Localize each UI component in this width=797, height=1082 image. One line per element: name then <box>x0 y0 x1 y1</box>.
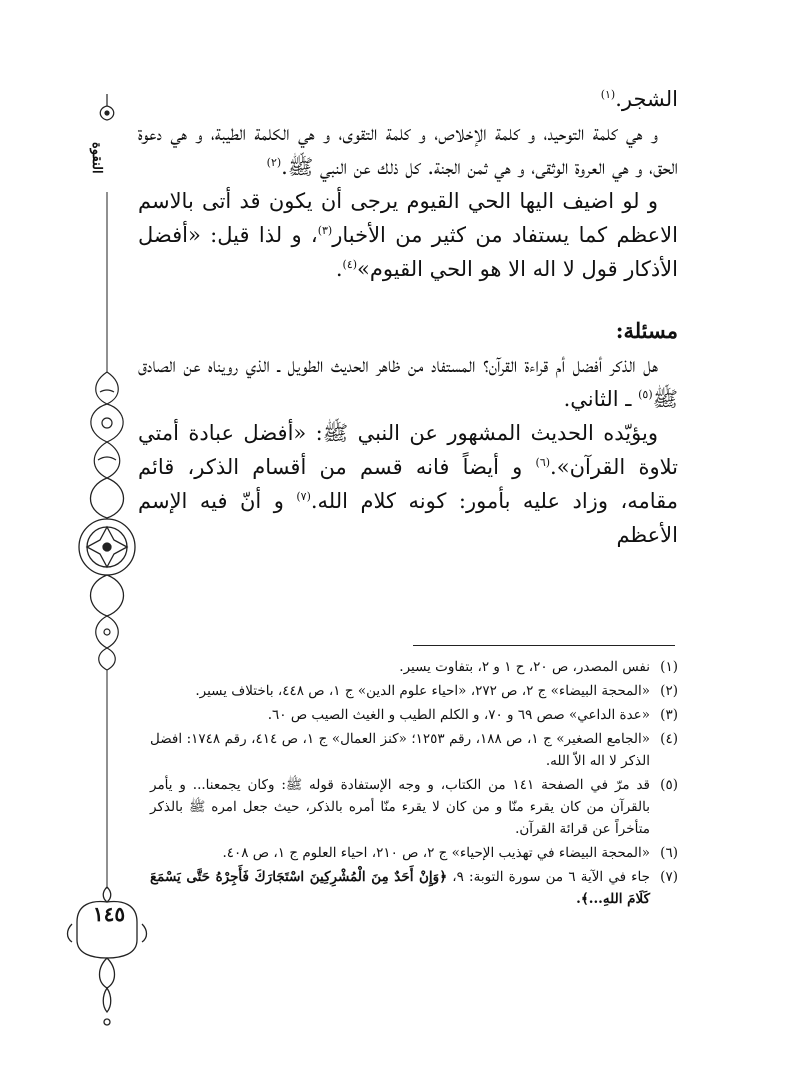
spacer <box>138 286 678 314</box>
section-heading: مسئلة: <box>615 318 678 343</box>
page-number: ١٤٥ <box>92 902 126 926</box>
footnote-ref-7[interactable]: (٧) <box>296 490 311 503</box>
footnote-6: (٦) «المحجة البيضاء في تهذيب الإحياء» ج ٢، ص ٢١٠، احياء العلوم ج ١، ص ٤٠٨. <box>222 845 678 861</box>
footnote-5: (٥) قد مرّ في الصفحة ١٤١ من الكتاب، و وجه الإستفادة قوله ﷺ: وكان يجمعنا... و يأمر بالقرآن من كان يقرء منّا و من كان لا يقرء منّا أمره بالذكر، حيث جعل امره ﷺ بالذكر متأخراً عن قرائة القرآن. <box>150 777 678 837</box>
paragraph-5: ويؤيّده الحديث المشهور عن النبي ﷺ: «أفضل عبادة أمتي تلاوة القرآن».$^{(٦)}$ و أيضاً فانه قسم من أقسام الذكر، قائم مقامه، وزاد عليه بأمور: كونه كلام الله.$^{(٧)}$ و أنّ فيه الإسم الأعظم <box>138 421 678 547</box>
paragraph-4: هل الذكر أفضل أم قراءة القرآن؟ المستفاد من ظاهر الحديث الطويل ـ الذي رويناه عن الصادق ﷺ$^{(٥)}$ ـ الثاني. <box>138 353 678 411</box>
paragraph-3: و لو اضيف اليها الحي القيوم يرجى أن يكون قد أتى بالاسم الاعظم كما يستفاد من كثير من الأخبار$^{(٣)}$، و لذا قيل: «أفضل الأذكار قول لا اله الا هو الحي القيوم»$^{(٤)}$. <box>138 189 678 281</box>
floral-lower-icon <box>96 616 119 670</box>
floral-upper-icon <box>91 372 123 478</box>
footnote-3: (٣) «عدة الداعي» صص ٦٩ و ٧٠، و الكلم الطيب و الغيث الصيب ص ٦٠. <box>267 707 678 723</box>
footnote-ref-1[interactable]: (١) <box>600 88 616 101</box>
footnote-7: (٧) جاء في الآية ٦ من سورة التوبة: ٩، ﴿وَإِنْ أَحَدٌ مِنَ الْمُشْرِكِينَ اسْتَجَارَكَ فَأَجِرْهُ حَتَّى يَسْمَعَ كَلَامَ اللهِ...﴾. <box>150 869 678 907</box>
footnote-ref-5[interactable]: (٥) <box>638 388 653 401</box>
quran-quote: ﴿وَإِنْ أَحَدٌ مِنَ الْمُشْرِكِينَ اسْتَجَارَكَ فَأَجِرْهُ حَتَّى يَسْمَعَ كَلَامَ اللهِ...﴾. <box>150 869 650 907</box>
footnote-ref-3[interactable]: (٣) <box>317 224 333 237</box>
paragraph-1: الشجر.$^{(١)}$ <box>600 87 678 111</box>
footnote-separator <box>413 645 675 646</box>
footnote-ref-4[interactable]: (٤) <box>342 258 358 271</box>
footnote-ref-6[interactable]: (٦) <box>535 456 551 469</box>
footnote-ref-2[interactable]: (٢) <box>266 156 282 169</box>
rosette-icon <box>79 478 135 616</box>
top-finial-icon <box>100 94 114 120</box>
main-text <box>138 82 678 552</box>
footnote-2: (٢) «المحجة البيضاء» ج ٢، ص ٢٧٢، «احياء علوم الدين» ج ١، ص ٤٤٨، باختلاف يسير. <box>195 683 678 699</box>
chapter-label: النقوة <box>89 142 104 174</box>
footnote-4: (٤) «الجامع الصغير» ج ١، ص ١٨٨، رقم ١٢٥٣؛ «كنز العمال» ج ١، ص ٤١٤، رقم ١٧٤٨: افضل الذكر لا اله الاّ الله. <box>150 731 678 769</box>
paragraph-2: و هي كلمة التوحيد، و كلمة الإخلاص، و كلمة التقوى، و هي الكلمة الطيبة، و هي دعوة الحق، و هي العروة الوثقى، و هي ثمن الجنة. كل ذلك عن النبي ﷺ.$^{(٢)}$ <box>138 121 678 179</box>
footnote-1: (١) نفس المصدر، ص ٢٠، ح ١ و ٢، بتفاوت يسير. <box>399 659 678 675</box>
footnotes <box>150 656 678 912</box>
